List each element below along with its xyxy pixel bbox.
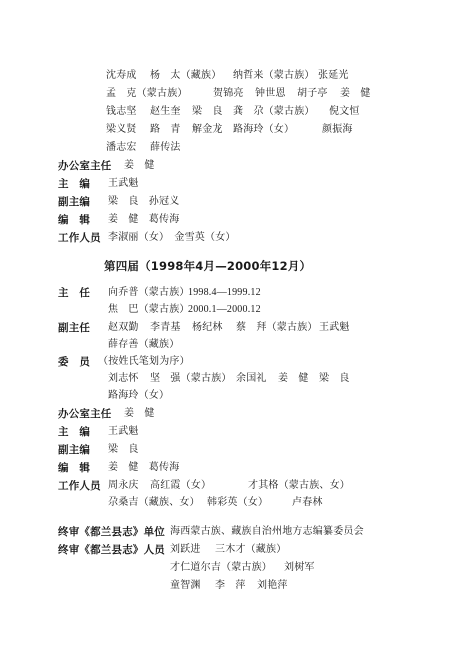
name-entry: 余国礼	[236, 373, 267, 384]
role-label: 终审《都兰县志》单位	[58, 526, 165, 538]
role-label: 主 任	[58, 287, 91, 299]
name-entry: 高红霞（女）	[150, 480, 212, 491]
name-entry: 梁 良	[192, 106, 223, 117]
name-entry: 钱志坚	[106, 106, 137, 117]
role-names: 姜 健	[124, 408, 155, 419]
role-label: 副主任	[58, 322, 91, 334]
role-names: 梁 良	[108, 444, 139, 455]
term-dates: 1998.4—1999.12	[188, 287, 261, 298]
name-entry: 钟世恩	[255, 88, 286, 99]
name-entry: 才仁道尔吉（蒙古族）	[170, 562, 272, 573]
role-label: 委 员	[58, 356, 91, 368]
name-entry: 倪文恒	[329, 106, 360, 117]
role-label: 编 辑	[58, 214, 91, 226]
role-label: 副主编	[58, 196, 91, 208]
name-entry: 路 青	[150, 124, 181, 135]
name-entry: 潘志宏	[106, 142, 137, 153]
name-entry: 刘艳萍	[257, 580, 288, 591]
name-entry: 王武魁	[319, 322, 350, 333]
role-label: 主 编	[58, 426, 91, 438]
name-entry: 三木才（藏族）	[215, 544, 287, 555]
name-entry: 李 萍	[215, 580, 246, 591]
name-entry: 姜 健	[278, 373, 309, 384]
section-heading: 第四届（1998年4月—2000年12月）	[104, 259, 312, 273]
name-entry: 梁 良	[319, 373, 350, 384]
name-entry: 路海玲（女）	[233, 124, 295, 135]
member-note: （按姓氏笔划为序）	[98, 356, 190, 367]
role-names: 王武魁	[108, 426, 139, 437]
term-dates: 2000.1—2000.12	[188, 304, 261, 315]
role-label: 办公室主任	[58, 160, 112, 172]
name-entry: 卢春林	[292, 497, 323, 508]
role-label: 主 编	[58, 178, 91, 190]
role-label: 终审《都兰县志》人员	[58, 544, 165, 556]
name-entry: 张延光	[318, 70, 349, 81]
name-entry: 杨纪林	[192, 322, 223, 333]
name-entry: 童智渊	[170, 580, 201, 591]
name-entry: 孟 克（蒙古族）	[106, 88, 188, 99]
name-entry: 蔡 拜（蒙古族）	[236, 322, 318, 333]
name-entry: 姜 健	[340, 88, 371, 99]
name-entry: 解金龙	[192, 124, 223, 135]
role-names: 姜 健	[124, 160, 155, 171]
role-label: 编 辑	[58, 462, 91, 474]
role-names: 向乔普（蒙古族）	[108, 287, 190, 298]
name-entry: 纳哲来（蒙古族）	[233, 70, 315, 81]
role-names: 李淑丽（女） 金雪英（女）	[108, 232, 236, 243]
name-entry: 贺锦亮	[213, 88, 244, 99]
name-entry: 刘跃进	[170, 544, 201, 555]
name-entry: 龚 尕（蒙古族）	[233, 106, 315, 117]
name-entry: 才其格（蒙古族、女）	[248, 480, 350, 491]
name-entry: 沈寿成	[106, 70, 137, 81]
name-entry: 刘志怀	[108, 373, 139, 384]
name-entry: 李青基	[150, 322, 181, 333]
name-entry: 赵双勤	[108, 322, 139, 333]
name-entry: 韩彩英（女）	[207, 497, 269, 508]
name-entry: 路海玲（女）	[108, 390, 170, 401]
name-entry: 胡子亭	[297, 88, 328, 99]
name-entry: 赵生奎	[150, 106, 181, 117]
role-names: 焦 巴（蒙古族）	[108, 304, 190, 315]
role-label: 工作人员	[58, 232, 101, 244]
name-entry: 周永庆	[108, 480, 139, 491]
name-entry: 颜振海	[322, 124, 353, 135]
name-entry: 薛存善（藏族）	[108, 339, 180, 350]
name-entry: 梁义贤	[106, 124, 137, 135]
role-names: 姜 健 葛传海	[108, 214, 180, 225]
name-entry: 坚 强（蒙古族）	[150, 373, 232, 384]
role-label: 办公室主任	[58, 408, 112, 420]
role-names: 姜 健 葛传海	[108, 462, 180, 473]
role-names: 梁 良 孙冠义	[108, 196, 180, 207]
role-label: 副主编	[58, 444, 91, 456]
role-names: 王武魁	[108, 178, 139, 189]
unit-name: 海西蒙古族、藏族自治州地方志编纂委员会	[170, 526, 364, 537]
name-entry: 杨 太（藏族）	[150, 70, 222, 81]
name-entry: 刘树军	[284, 562, 315, 573]
role-label: 工作人员	[58, 480, 101, 492]
name-entry: 尕桑吉（藏族、女）	[108, 497, 200, 508]
name-entry: 薛传法	[150, 142, 181, 153]
